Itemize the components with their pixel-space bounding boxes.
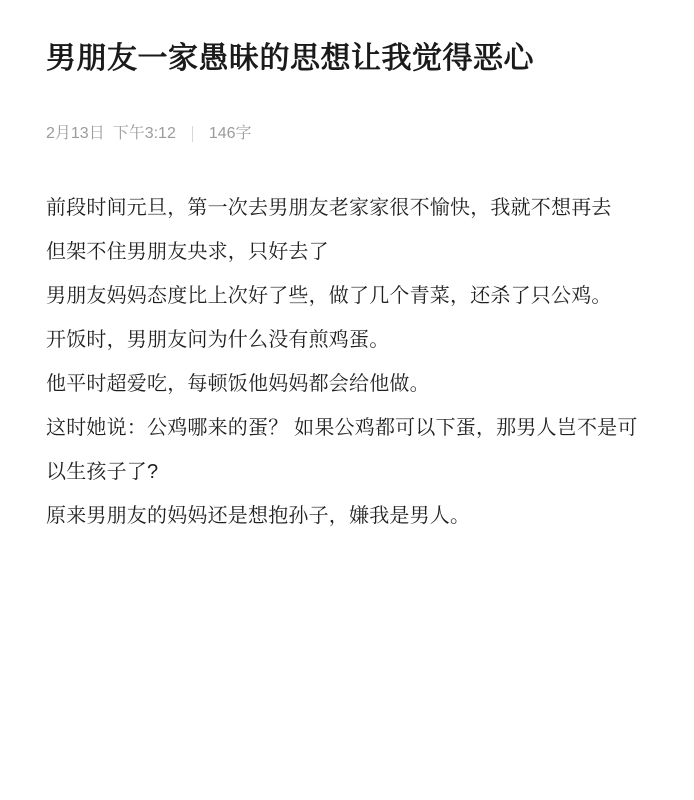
page-title: 男朋友一家愚昧的思想让我觉得恶心 [46,42,534,75]
article-word-count: 146字 [208,125,252,142]
article-body [46,186,648,538]
meta-divider [192,126,193,142]
article-paragraph: 但架不住男朋友央求，只好去了 [46,241,329,263]
article-paragraph: 开饭时，男朋友问为什么没有煎鸡蛋。 [46,329,390,351]
article-meta [46,124,648,144]
article-paragraph: 这时她说：公鸡哪来的蛋？ 如果公鸡都可以下蛋，那男人岂不是可以生孩子了? [46,417,638,483]
article-paragraph: 男朋友妈妈态度比上次好了些，做了几个青菜，还杀了只公鸡。 [46,285,612,307]
article-time: 下午3:12 [112,125,176,142]
article-paragraph: 原来男朋友的妈妈还是想抱孙子，嫌我是男人。 [46,505,471,527]
article-paragraph: 他平时超爱吃，每顿饭他妈妈都会给他做。 [46,373,430,395]
article-date: 2月13日 [46,125,105,142]
article-paragraph: 前段时间元旦，第一次去男朋友老家家很不愉快，我就不想再去 [46,197,612,219]
